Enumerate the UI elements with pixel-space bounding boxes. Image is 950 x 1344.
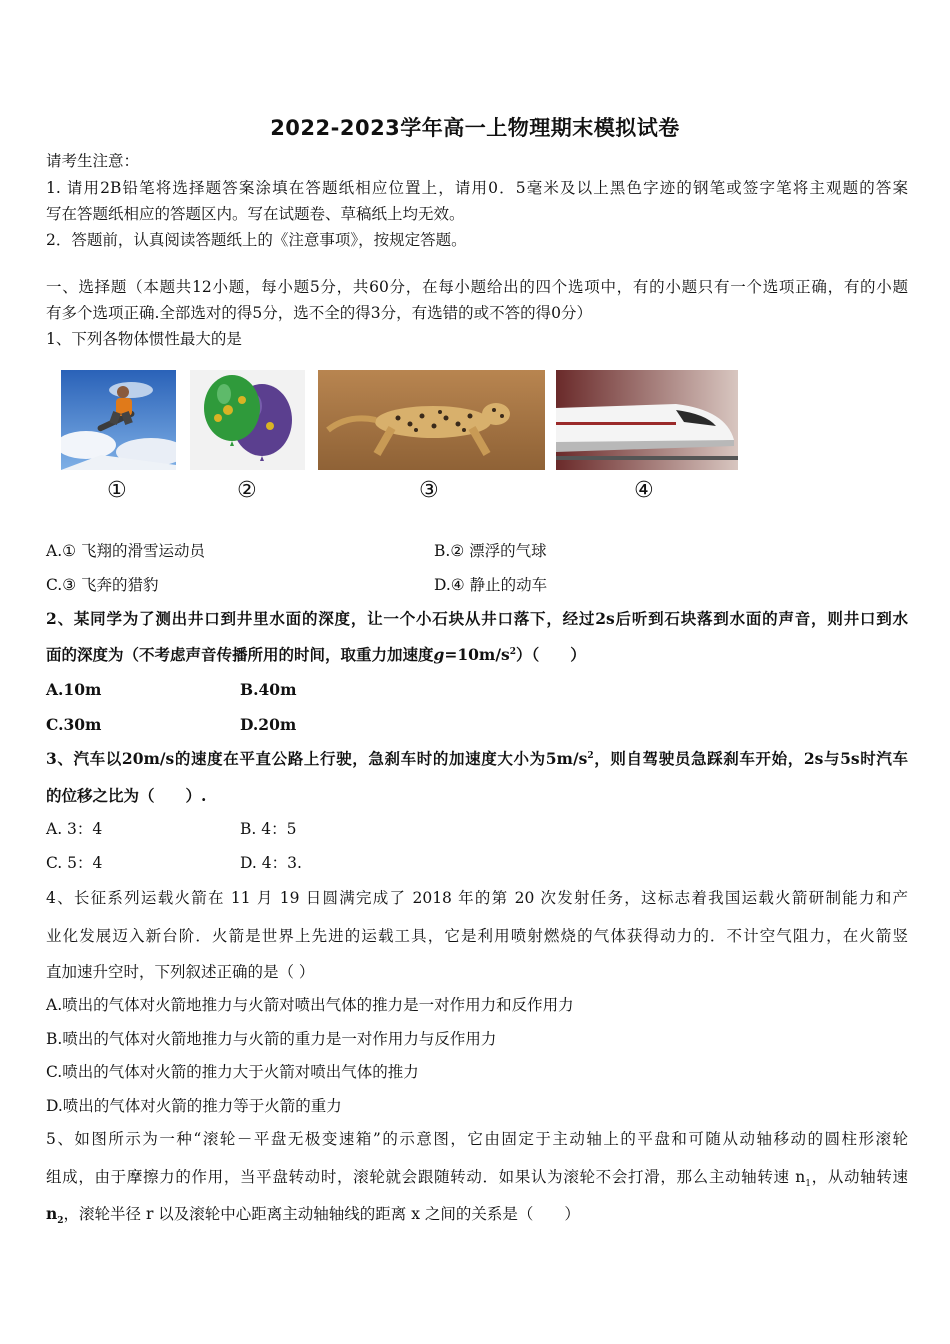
image-label-1: ①: [107, 478, 127, 503]
q1-stem: 1、下列各物体惯性最大的是: [46, 330, 242, 348]
notice-heading: 请考生注意：: [46, 152, 140, 170]
q4-option-d: D.喷出的气体对火箭的推力等于火箭的重力: [46, 1097, 342, 1115]
q2-option-b: B.40m: [240, 680, 297, 699]
q3-option-c: C. 5：4: [46, 854, 103, 872]
q1-option-d: D.④ 静止的动车: [434, 576, 548, 594]
q1-option-a: A.① 飞翔的滑雪运动员: [46, 542, 205, 560]
q3-option-d: D. 4：3.: [240, 854, 302, 872]
page-title: 2022-2023学年高一上物理期末模拟试卷: [270, 116, 680, 140]
q3-option-a: A. 3：4: [46, 820, 103, 838]
q2-option-c: C.30m: [46, 715, 102, 734]
q3-option-b: B. 4：5: [240, 820, 297, 838]
section-heading: 一、选择题（本题共12小题，每小题5分，共60分，在每小题给出的四个选项中，有的小题只有一个选项正确，有的小题: [46, 278, 908, 296]
q4-option-a: A.喷出的气体对火箭地推力与火箭对喷出气体的推力是一对作用力和反作用力: [46, 996, 574, 1014]
image-label-3: ③: [419, 478, 439, 503]
image-label-4: ④: [634, 478, 654, 503]
q1-option-b: B.② 漂浮的气球: [434, 542, 547, 560]
q4-option-b: B.喷出的气体对火箭地推力与火箭的重力是一对作用力与反作用力: [46, 1030, 497, 1048]
q1-option-c: C.③ 飞奔的猎豹: [46, 576, 159, 594]
q5-stem-cont-1: 组成，由于摩擦力的作用，当平盘转动时，滚轮就会跟随转动．如果认为滚轮不会打滑，那么主动轴转速 $n_1$，从动轴转速: [46, 1168, 908, 1190]
notice-item-2: 2．答题前，认真阅读答题纸上的《注意事项》，按规定答题。: [46, 231, 467, 249]
q4-stem-cont-1: 业化发展迈入新台阶．火箭是世界上先进的运载工具，它是利用喷射燃烧的气体获得动力的．不计空气阻力，在火箭竖: [46, 927, 908, 945]
cheetah-image: [318, 370, 545, 470]
balloons-image: [190, 370, 305, 470]
snowboarder-image: [61, 370, 176, 470]
q5-stem: 5、如图所示为一种“滚轮－平盘无极变速箱”的示意图，它由固定于主动轴上的平盘和可随从动轴移动的圆柱形滚轮: [46, 1130, 908, 1148]
image-label-2: ②: [237, 478, 257, 503]
q4-stem-cont-2: 直加速升空时，下列叙述正确的是（ ）: [46, 963, 315, 981]
q4-stem: 4、长征系列运载火箭在 11 月 19 日圆满完成了 2018 年的第 20 次发射任务，这标志着我国运载火箭研制能力和产: [46, 889, 908, 907]
notice-item-1: 1. 请用2B铅笔将选择题答案涂填在答题纸相应位置上，请用0．5毫米及以上黑色字迹的钢笔或签字笔将主观题的答案: [46, 179, 908, 197]
q2-option-d: D.20m: [240, 715, 297, 734]
notice-item-1-cont: 写在答题纸相应的答题区内。写在试题卷、草稿纸上均无效。: [46, 205, 465, 223]
q2-stem: 2、某同学为了测出井口到井里水面的深度，让一个小石块从井口落下，经过2s后听到石块落到水面的声音，则井口到水: [46, 609, 908, 628]
q5-stem-cont-2: $n_2$，滚轮半径 r 以及滚轮中心距离主动轴轴线的距离 x 之间的关系是（ ）: [46, 1204, 580, 1227]
bullet-train-image: [556, 370, 738, 470]
q4-option-c: C.喷出的气体对火箭的推力大于火箭对喷出气体的推力: [46, 1063, 419, 1081]
section-heading-cont: 有多个选项正确.全部选对的得5分，选不全的得3分，有选错的或不答的得0分）: [46, 304, 593, 322]
q3-stem-cont: 的位移之比为（ ）.: [46, 786, 207, 805]
q3-stem: 3、汽车以20m/s的速度在平直公路上行驶，急刹车时的加速度大小为$5m/s^2$，则自驾驶员急踩刹车开始，2s与5s时汽车: [46, 749, 909, 768]
q2-stem-cont: 面的深度为（不考虑声音传播所用的时间，取重力加速度$g=10m/s^2$）（ ）: [46, 645, 586, 664]
q2-option-a: A.10m: [46, 680, 102, 699]
